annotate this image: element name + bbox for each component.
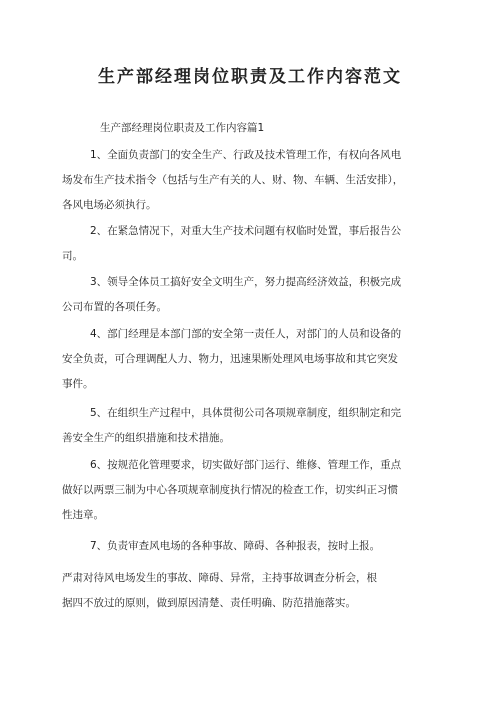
paragraph-line: 据四不放过的原则，做到原因清楚、责任明确、防范措施落实。 (62, 597, 356, 609)
paragraph-line: 安全负责，可合理调配人力、物力，迅速果断处理风电场事故和其它突发 (62, 353, 398, 365)
paragraph-line: 性违章。 (62, 509, 104, 521)
paragraph-line: 1、全面负责部门的安全生产、行政及技术管理工作，有权向各风电 (90, 149, 402, 161)
paragraph-line: 2、在紧急情况下，对重大生产技术问题有权临时处置，事后报告公 (90, 225, 402, 237)
document-title: 生产部经理岗位职责及工作内容范文 (98, 67, 402, 87)
paragraph-line: 4、部门经理是本部门部的安全第一责任人，对部门的人员和设备的 (90, 328, 402, 340)
paragraph-line: 3、领导全体员工搞好安全文明生产，努力提高经济效益，积极完成 (90, 276, 402, 288)
paragraph-1 (62, 143, 442, 218)
paragraph-line: 公司布置的各项任务。 (62, 301, 167, 313)
paragraph-line: 善安全生产的组织措施和技术措施。 (62, 432, 230, 444)
paragraph-line: 严肃对待风电场发生的事故、障碍、异常，主持事故调查分析会，根 (62, 572, 377, 584)
paragraph-4 (62, 322, 442, 397)
paragraph-line: 7、负责审查风电场的各种事故、障碍、各种报表，按时上报。 (90, 540, 381, 552)
section-heading: 生产部经理岗位职责及工作内容篇1 (100, 122, 265, 134)
paragraph-3 (62, 270, 442, 320)
paragraph-line: 6、按规范化管理要求，切实做好部门运行、维修、管理工作，重点 (90, 459, 402, 471)
paragraph-line: 场发布生产技术指令（包括与生产有关的人、财、物、车辆、生活安排）， (62, 174, 404, 186)
paragraph-2 (62, 219, 442, 269)
paragraph-line: 司。 (62, 250, 83, 262)
paragraph-8 (62, 566, 442, 616)
paragraph-5 (62, 401, 442, 451)
paragraph-line: 各风电场必须执行。 (62, 199, 157, 211)
paragraph-7 (62, 534, 442, 559)
paragraph-6 (62, 453, 442, 528)
paragraph-line: 5、在组织生产过程中，具体贯彻公司各项规章制度，组织制定和完 (90, 407, 402, 419)
paragraph-line: 事件。 (62, 378, 94, 390)
paragraph-line: 做好以两票三制为中心各项规章制度执行情况的检查工作，切实纠正习惯 (62, 484, 398, 496)
